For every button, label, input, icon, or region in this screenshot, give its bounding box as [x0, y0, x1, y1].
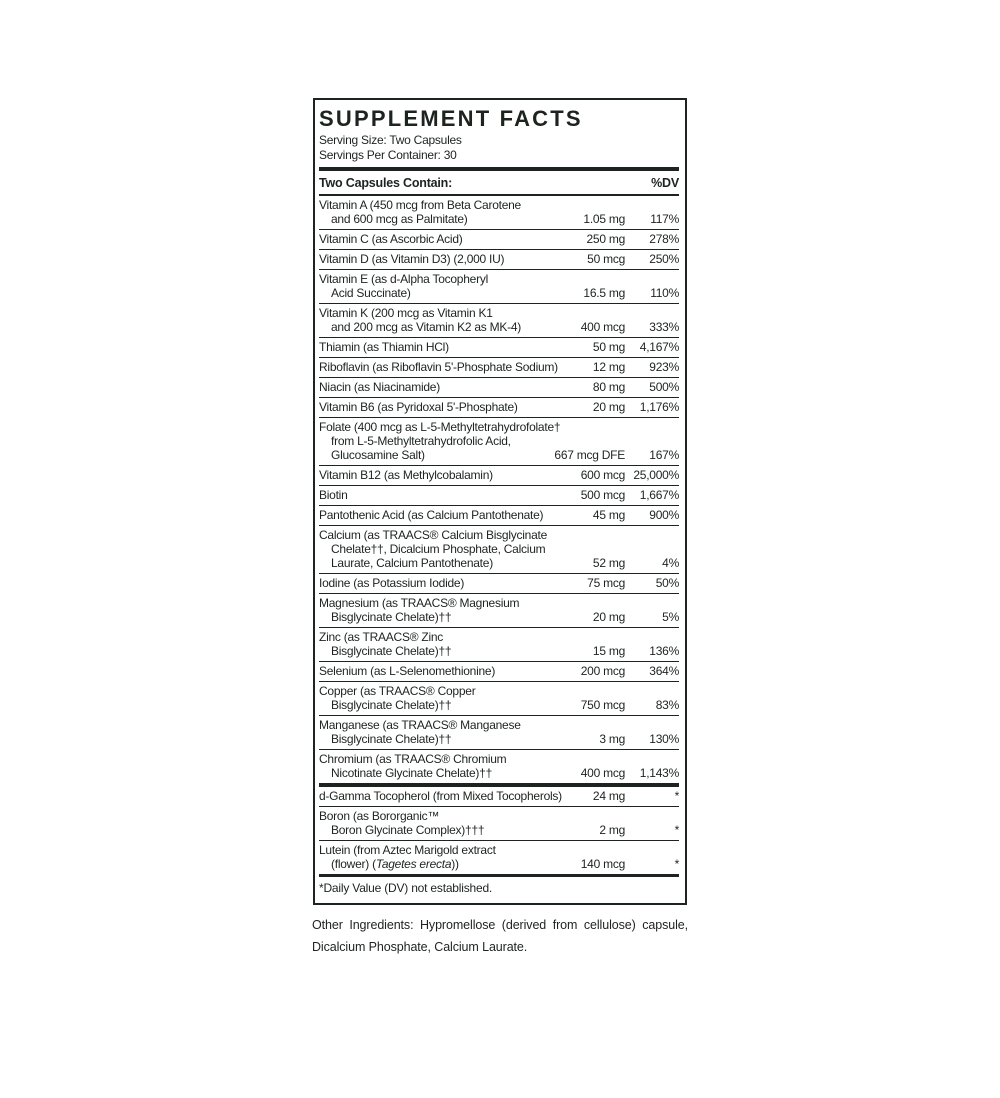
nutrient-name: Vitamin C (as Ascorbic Acid)	[319, 232, 463, 247]
nutrient-dv: 923%	[649, 360, 679, 375]
nutrient-name: Vitamin K (200 mcg as Vitamin K1 and 200 mcg as Vitamin K2 as MK-4)	[319, 306, 522, 335]
nutrient-name: Iodine (as Potassium Iodide)	[319, 576, 465, 591]
nutrient-amount: 45 mg	[592, 508, 625, 523]
nutrient-dv: 250%	[649, 252, 679, 267]
table-row	[319, 681, 679, 715]
nutrient-dv: *	[674, 857, 679, 872]
table-row	[319, 627, 679, 661]
supplement-facts-panel	[313, 98, 687, 905]
nutrient-name: Chromium (as TRAACS® Chromium Nicotinate Glycinate Chelate)††	[319, 752, 507, 781]
table-row	[319, 806, 679, 840]
table-row	[319, 229, 679, 249]
dv-footnote: *Daily Value (DV) not established.	[319, 874, 679, 899]
nutrient-dv: 900%	[649, 508, 679, 523]
serving-size: Serving Size: Two Capsules	[319, 133, 462, 148]
table-row	[319, 485, 679, 505]
nutrient-amount: 400 mcg	[580, 766, 625, 781]
table-row	[319, 715, 679, 749]
nutrient-dv: 110%	[650, 286, 679, 301]
table-row	[319, 417, 679, 465]
nutrient-amount: 2 mg	[599, 823, 625, 838]
nutrient-amount: 750 mcg	[580, 698, 625, 713]
nutrient-name: Vitamin E (as d-Alpha Tocopheryl Acid Succinate)	[319, 272, 488, 301]
nutrient-name: d-Gamma Tocopherol (from Mixed Tocopherols)	[319, 789, 562, 804]
nutrient-name: Folate (400 mcg as L-5-Methyltetrahydrofolate† from L-5-Methyltetrahydrofolic Acid, Glucosamine Salt)	[319, 420, 561, 463]
nutrient-name: Vitamin A (450 mcg from Beta Carotene and 600 mcg as Palmitate)	[319, 198, 521, 227]
nutrient-amount: 3 mg	[599, 732, 625, 747]
nutrient-amount: 140 mcg	[580, 857, 625, 872]
nutrient-amount: 12 mg	[592, 360, 625, 375]
nutrient-name: Vitamin B6 (as Pyridoxal 5'-Phosphate)	[319, 400, 518, 415]
nutrient-amount: 52 mg	[592, 556, 625, 571]
panel-title: SUPPLEMENT FACTS	[319, 106, 583, 131]
nutrient-amount: 20 mg	[592, 610, 625, 625]
nutrient-amount: 250 mg	[586, 232, 625, 247]
nutrient-name: Zinc (as TRAACS® Zinc Bisglycinate Chelate)††	[319, 630, 452, 659]
column-header-left: Two Capsules Contain:	[319, 176, 453, 191]
nutrient-dv: 83%	[655, 698, 679, 713]
nutrient-name: Riboflavin (as Riboflavin 5'-Phosphate Sodium)	[319, 360, 558, 375]
nutrient-amount: 200 mcg	[580, 664, 625, 679]
nutrient-amount: 667 mcg DFE	[554, 448, 625, 463]
nutrient-amount: 24 mg	[592, 789, 625, 804]
nutrient-name: Copper (as TRAACS® Copper Bisglycinate Chelate)††	[319, 684, 476, 713]
nutrient-amount: 20 mg	[592, 400, 625, 415]
nutrient-dv: 333%	[649, 320, 679, 335]
other-ingredients: Other Ingredients: Hypromellose (derived from cellulose) capsule, Dicalcium Phosphate, Calcium Laurate.	[312, 918, 688, 955]
nutrient-dv: 5%	[662, 610, 679, 625]
nutrient-name: Boron (as Bororganic™ Boron Glycinate Complex)†††	[319, 809, 485, 838]
nutrient-amount: 1.05 mg	[583, 212, 625, 227]
nutrient-dv: 25,000%	[633, 468, 679, 483]
table-row	[319, 661, 679, 681]
table-row	[319, 749, 679, 783]
table-row	[319, 269, 679, 303]
table-row	[319, 593, 679, 627]
nutrient-dv: 278%	[649, 232, 679, 247]
nutrient-dv: 500%	[649, 380, 679, 395]
nutrient-name: Manganese (as TRAACS® Manganese Bisglycinate Chelate)††	[319, 718, 521, 747]
nutrient-name: Lutein (from Aztec Marigold extract (flower) (Tagetes erecta))	[319, 843, 496, 872]
nutrient-amount: 80 mg	[592, 380, 625, 395]
nutrient-name: Calcium (as TRAACS® Calcium Bisglycinate Chelate††, Dicalcium Phosphate, Calcium Laurate, Calcium Pantothenate)	[319, 528, 548, 571]
nutrient-dv: *	[674, 823, 679, 838]
nutrient-dv: 364%	[649, 664, 679, 679]
nutrient-dv: 1,143%	[639, 766, 679, 781]
nutrient-amount: 50 mcg	[587, 252, 625, 267]
nutrient-dv: 117%	[650, 212, 679, 227]
table-row	[319, 465, 679, 485]
table-row	[319, 573, 679, 593]
nutrient-name: Pantothenic Acid (as Calcium Pantothenate)	[319, 508, 544, 523]
column-header	[319, 171, 679, 196]
nutrient-dv: 167%	[649, 448, 679, 463]
nutrient-dv: 4,167%	[639, 340, 679, 355]
nutrient-dv: 136%	[649, 644, 679, 659]
table-row	[319, 196, 679, 229]
table-row	[319, 525, 679, 573]
nutrient-rows	[319, 196, 679, 874]
nutrient-name: Thiamin (as Thiamin HCl)	[319, 340, 449, 355]
table-row	[319, 840, 679, 874]
nutrient-name: Vitamin B12 (as Methylcobalamin)	[319, 468, 493, 483]
column-header-dv: %DV	[651, 176, 679, 191]
nutrient-dv: 1,176%	[639, 400, 679, 415]
nutrient-amount: 50 mg	[592, 340, 625, 355]
nutrient-dv: 130%	[649, 732, 679, 747]
nutrient-name: Selenium (as L-Selenomethionine)	[319, 664, 496, 679]
table-row	[319, 377, 679, 397]
nutrient-dv: *	[674, 789, 679, 804]
nutrient-amount: 600 mcg	[580, 468, 625, 483]
table-row	[319, 505, 679, 525]
nutrient-name: Vitamin D (as Vitamin D3) (2,000 IU)	[319, 252, 505, 267]
nutrient-amount: 500 mcg	[580, 488, 625, 503]
nutrient-name: Magnesium (as TRAACS® Magnesium Bisglycinate Chelate)††	[319, 596, 520, 625]
table-row	[319, 337, 679, 357]
servings-per-container: Servings Per Container: 30	[319, 147, 457, 162]
table-row	[319, 397, 679, 417]
nutrient-amount: 75 mcg	[587, 576, 625, 591]
nutrient-name: Biotin	[319, 488, 348, 503]
nutrient-name: Niacin (as Niacinamide)	[319, 380, 440, 395]
nutrient-amount: 16.5 mg	[583, 286, 625, 301]
nutrient-amount: 400 mcg	[580, 320, 625, 335]
table-row	[319, 303, 679, 337]
nutrient-dv: 4%	[662, 556, 679, 571]
nutrient-amount: 15 mg	[592, 644, 625, 659]
table-row	[319, 357, 679, 377]
nutrient-dv: 1,667%	[639, 488, 679, 503]
table-row	[319, 249, 679, 269]
nutrient-dv: 50%	[655, 576, 679, 591]
table-row	[319, 783, 679, 806]
